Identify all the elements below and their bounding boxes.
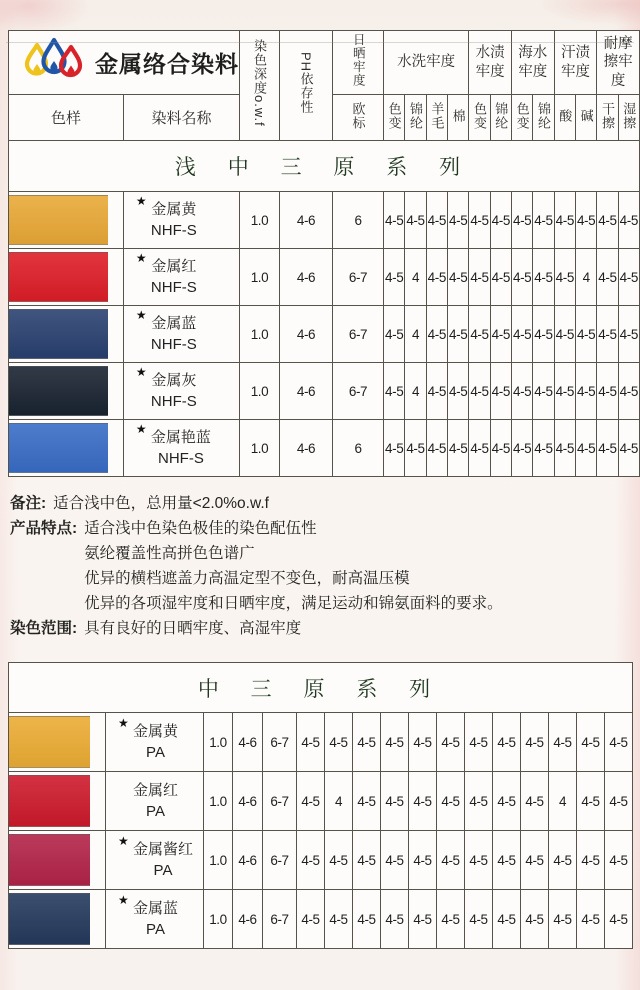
fastness-value: 4-5 bbox=[618, 363, 639, 420]
fastness-value: 1.0 bbox=[240, 306, 280, 363]
color-swatch bbox=[9, 195, 108, 245]
fastness-value: 4-5 bbox=[447, 306, 468, 363]
fastness-value: 4-5 bbox=[533, 192, 554, 249]
fastness-value: 4-5 bbox=[469, 306, 490, 363]
dye-row bbox=[9, 772, 633, 831]
fastness-value: 4-5 bbox=[384, 306, 405, 363]
color-swatch-cell bbox=[9, 363, 124, 420]
feature-line: 优异的横档遮盖力高温定型不变色，耐高温压模 bbox=[84, 570, 410, 587]
dye-name-cell bbox=[123, 420, 239, 477]
color-swatch bbox=[9, 893, 90, 945]
feature-line: 优异的各项湿牢度和日晒牢度，满足运动和锦氨面料的要求。 bbox=[84, 595, 503, 612]
dye-row bbox=[9, 713, 633, 772]
fastness-value: 4-5 bbox=[597, 363, 618, 420]
fastness-value: 6-7 bbox=[263, 713, 297, 772]
fastness-value: 4-5 bbox=[554, 420, 575, 477]
fastness-value: 4-5 bbox=[605, 890, 633, 949]
fastness-value: 6-7 bbox=[333, 249, 384, 306]
fastness-value: 4-5 bbox=[465, 772, 493, 831]
dye-name-cell bbox=[106, 890, 204, 949]
fastness-value: 4-6 bbox=[233, 831, 263, 890]
fastness-value: 4-5 bbox=[297, 890, 325, 949]
dye-suffix: NHF-S bbox=[150, 393, 197, 410]
dye-name-wrap bbox=[135, 422, 211, 469]
fastness-value: 4-6 bbox=[280, 420, 333, 477]
fastness-value: 4-5 bbox=[575, 192, 596, 249]
fastness-value: 4-5 bbox=[490, 192, 511, 249]
dye-suffix: PA bbox=[146, 803, 165, 820]
dye-name: 金属灰 bbox=[151, 372, 197, 389]
sub-eu-standard: 欧标 bbox=[333, 95, 384, 141]
dye-name-wrap bbox=[135, 194, 197, 241]
feature-line: 氨纶覆盖性高拼色色谱广 bbox=[84, 545, 255, 562]
fastness-value: 4-5 bbox=[297, 831, 325, 890]
fastness-value: 4-5 bbox=[384, 420, 405, 477]
fastness-value: 4-5 bbox=[409, 713, 437, 772]
fastness-value: 4-5 bbox=[384, 363, 405, 420]
fastness-value: 4-5 bbox=[447, 363, 468, 420]
fastness-value: 4-5 bbox=[381, 831, 409, 890]
fastness-value: 6 bbox=[333, 420, 384, 477]
note-features-label: 产品特点: bbox=[10, 520, 78, 537]
sub-wet-rub: 湿擦 bbox=[618, 95, 639, 141]
note-range-label: 染色范围: bbox=[10, 620, 78, 637]
sub-cotton: 棉 bbox=[447, 95, 468, 141]
dye-row bbox=[9, 363, 640, 420]
fastness-value: 4-5 bbox=[469, 363, 490, 420]
fastness-value: 1.0 bbox=[204, 890, 233, 949]
note-remark bbox=[10, 491, 640, 516]
dye-suffix: NHF-S bbox=[150, 222, 197, 239]
dye-row bbox=[9, 192, 640, 249]
color-swatch bbox=[9, 366, 108, 416]
dye-row bbox=[9, 249, 640, 306]
dye-suffix: NHF-S bbox=[150, 336, 197, 353]
color-swatch bbox=[9, 834, 90, 886]
fastness-value: 4-6 bbox=[233, 713, 263, 772]
fastness-value: 6 bbox=[333, 192, 384, 249]
group-waterstain: 水渍牢度 bbox=[469, 31, 512, 95]
dye-name-line bbox=[118, 893, 179, 919]
star-icon: ★ bbox=[135, 308, 147, 322]
color-swatch-cell bbox=[9, 890, 106, 949]
fastness-value: 4-5 bbox=[493, 831, 521, 890]
fastness-value: 4-5 bbox=[409, 831, 437, 890]
fastness-value: 4-5 bbox=[597, 420, 618, 477]
dye-name-cell bbox=[123, 363, 239, 420]
dye-name-cell bbox=[106, 772, 204, 831]
fastness-value: 4-5 bbox=[577, 831, 605, 890]
fastness-value: 4-5 bbox=[447, 192, 468, 249]
dye-name-line bbox=[135, 251, 197, 277]
note-features-lines bbox=[84, 516, 503, 616]
fastness-value: 4-5 bbox=[405, 420, 426, 477]
fastness-value: 4-5 bbox=[465, 831, 493, 890]
fastness-value: 4-5 bbox=[426, 363, 447, 420]
dye-name: 金属红 bbox=[151, 258, 197, 275]
brand-logo-drops-icon bbox=[17, 37, 91, 89]
fastness-value: 4-5 bbox=[409, 772, 437, 831]
fastness-value: 4-5 bbox=[490, 420, 511, 477]
fastness-value: 4-5 bbox=[325, 713, 353, 772]
fastness-value: 4 bbox=[405, 249, 426, 306]
fastness-value: 4-5 bbox=[490, 363, 511, 420]
fastness-value: 4-5 bbox=[381, 713, 409, 772]
fastness-value: 4-5 bbox=[554, 363, 575, 420]
fastness-value: 4 bbox=[325, 772, 353, 831]
fastness-value: 4-5 bbox=[437, 713, 465, 772]
fastness-value: 4-5 bbox=[353, 890, 381, 949]
note-remark-text: 适合浅中色，总用量<2.0%o.w.f bbox=[53, 495, 269, 512]
dye-name: 金属黄 bbox=[133, 723, 179, 740]
fastness-value: 4-5 bbox=[521, 831, 549, 890]
dye-name-wrap bbox=[133, 780, 178, 822]
group-lightfastness: 日晒牢度 bbox=[333, 31, 384, 95]
group-washing: 水洗牢度 bbox=[384, 31, 469, 95]
fastness-value: 4-5 bbox=[575, 306, 596, 363]
fastness-value: 6-7 bbox=[263, 890, 297, 949]
fastness-table-light-medium bbox=[8, 30, 640, 477]
sub-wool: 羊毛 bbox=[426, 95, 447, 141]
fastness-value: 4-6 bbox=[233, 772, 263, 831]
brand-cell bbox=[9, 31, 240, 95]
fastness-value: 6-7 bbox=[263, 772, 297, 831]
dye-name-line bbox=[135, 194, 197, 220]
fastness-value: 4-5 bbox=[325, 890, 353, 949]
fastness-value: 4-5 bbox=[511, 306, 532, 363]
note-remark-label: 备注: bbox=[10, 495, 47, 512]
dye-name-cell bbox=[106, 831, 204, 890]
dye-name-cell bbox=[123, 192, 239, 249]
fastness-value: 4-5 bbox=[533, 249, 554, 306]
dye-name: 金属黄 bbox=[151, 201, 197, 218]
dye-suffix: PA bbox=[146, 744, 165, 761]
fastness-value: 4-5 bbox=[490, 306, 511, 363]
fastness-value: 4-5 bbox=[618, 192, 639, 249]
notes-block bbox=[10, 491, 640, 641]
fastness-value: 4-5 bbox=[353, 713, 381, 772]
fastness-value: 4-5 bbox=[618, 306, 639, 363]
color-swatch bbox=[9, 252, 108, 302]
fastness-value: 4-5 bbox=[381, 890, 409, 949]
dye-name-wrap bbox=[118, 716, 179, 763]
dye-name-wrap bbox=[118, 834, 194, 881]
note-range-text: 具有良好的日晒牢度、高湿牢度 bbox=[84, 620, 302, 637]
dye-name: 金属酱红 bbox=[133, 841, 194, 858]
color-swatch-cell bbox=[9, 772, 106, 831]
sub-dry-rub: 干擦 bbox=[597, 95, 618, 141]
group-rubbing: 耐摩擦牢度 bbox=[597, 31, 640, 95]
fastness-value: 4-5 bbox=[493, 772, 521, 831]
fastness-value: 4 bbox=[405, 363, 426, 420]
fastness-value: 4-5 bbox=[297, 713, 325, 772]
dye-name: 金属红 bbox=[133, 782, 179, 799]
fastness-value: 4-5 bbox=[437, 831, 465, 890]
star-icon: ★ bbox=[118, 893, 129, 907]
sub-acid: 酸 bbox=[554, 95, 575, 141]
star-icon: ★ bbox=[135, 194, 147, 208]
color-swatch-cell bbox=[9, 831, 106, 890]
col-ph-header: PH依存性 bbox=[280, 31, 333, 141]
sub-color-change: 色变 bbox=[511, 95, 532, 141]
fastness-value: 4-5 bbox=[511, 363, 532, 420]
fastness-value: 4-5 bbox=[577, 890, 605, 949]
sub-color-change: 色变 bbox=[469, 95, 490, 141]
color-swatch bbox=[9, 423, 108, 473]
fastness-value: 4-5 bbox=[437, 772, 465, 831]
sub-nylon: 锦纶 bbox=[405, 95, 426, 141]
dye-name-wrap bbox=[118, 893, 179, 940]
fastness-value: 4-5 bbox=[605, 713, 633, 772]
dye-row bbox=[9, 420, 640, 477]
fastness-value: 4-5 bbox=[490, 249, 511, 306]
fastness-value: 4-5 bbox=[384, 249, 405, 306]
fastness-value: 4-5 bbox=[618, 249, 639, 306]
star-icon: ★ bbox=[118, 716, 129, 730]
dye-name-line bbox=[118, 716, 179, 742]
sub-nylon: 锦纶 bbox=[533, 95, 554, 141]
fastness-value: 4-5 bbox=[575, 363, 596, 420]
fastness-value: 4-5 bbox=[605, 831, 633, 890]
fastness-value: 4-5 bbox=[597, 192, 618, 249]
fastness-value: 4-5 bbox=[493, 890, 521, 949]
scan-edge-line bbox=[6, 42, 634, 43]
color-swatch-cell bbox=[9, 192, 124, 249]
fastness-value: 4-5 bbox=[426, 192, 447, 249]
fastness-value: 6-7 bbox=[263, 831, 297, 890]
fastness-value: 4-6 bbox=[280, 249, 333, 306]
dye-suffix: PA bbox=[153, 862, 173, 879]
fastness-value: 4-5 bbox=[577, 772, 605, 831]
fastness-value: 1.0 bbox=[204, 831, 233, 890]
dye-name-line bbox=[135, 365, 197, 391]
sub-nylon: 锦纶 bbox=[490, 95, 511, 141]
fastness-value: 4-5 bbox=[521, 772, 549, 831]
fastness-value: 4-5 bbox=[577, 713, 605, 772]
col-depth-header: 染色深度o.w.f bbox=[240, 31, 280, 141]
dye-name-wrap bbox=[135, 308, 197, 355]
fastness-value: 4-5 bbox=[409, 890, 437, 949]
fastness-value: 1.0 bbox=[204, 772, 233, 831]
fastness-value: 1.0 bbox=[240, 192, 280, 249]
star-icon: ★ bbox=[135, 365, 147, 379]
dye-suffix: PA bbox=[146, 921, 165, 938]
fastness-value: 4-5 bbox=[549, 890, 577, 949]
fastness-value: 4 bbox=[575, 249, 596, 306]
fastness-value: 4-5 bbox=[353, 831, 381, 890]
feature-line: 适合浅中色染色极佳的染色配伍性 bbox=[84, 520, 317, 537]
fastness-value: 4-5 bbox=[521, 713, 549, 772]
dye-name-line bbox=[135, 308, 197, 334]
dye-name-cell bbox=[106, 713, 204, 772]
group-perspiration: 汗渍牢度 bbox=[554, 31, 597, 95]
fastness-value: 6-7 bbox=[333, 363, 384, 420]
fastness-value: 4-5 bbox=[597, 249, 618, 306]
color-swatch bbox=[9, 716, 90, 768]
dye-suffix: NHF-S bbox=[158, 450, 204, 467]
dye-name-cell bbox=[123, 249, 239, 306]
fastness-value: 4-5 bbox=[554, 249, 575, 306]
group-seawater: 海水牢度 bbox=[511, 31, 554, 95]
dye-suffix: NHF-S bbox=[150, 279, 197, 296]
fastness-table-medium bbox=[8, 662, 633, 949]
fastness-value: 4-5 bbox=[511, 420, 532, 477]
dye-name: 金属蓝 bbox=[133, 900, 179, 917]
table-header bbox=[9, 31, 640, 141]
brand-title: 金属络合染料 bbox=[95, 51, 239, 77]
fastness-value: 4-6 bbox=[280, 306, 333, 363]
fastness-value: 4-5 bbox=[493, 713, 521, 772]
sub-color-change: 色变 bbox=[384, 95, 405, 141]
col-name-header: 染料名称 bbox=[123, 95, 239, 141]
fastness-value: 1.0 bbox=[240, 249, 280, 306]
fastness-value: 4-5 bbox=[465, 713, 493, 772]
dye-name-line bbox=[133, 780, 178, 801]
dye-name: 金属蓝 bbox=[151, 315, 197, 332]
star-icon: ★ bbox=[135, 422, 147, 436]
fastness-value: 4-5 bbox=[469, 192, 490, 249]
fastness-value: 1.0 bbox=[240, 420, 280, 477]
section-light-medium bbox=[9, 141, 640, 477]
dye-name-wrap bbox=[135, 365, 197, 412]
fastness-value: 1.0 bbox=[204, 713, 233, 772]
dye-name-line bbox=[135, 422, 211, 448]
sub-alkali: 碱 bbox=[575, 95, 596, 141]
fastness-value: 4-5 bbox=[554, 192, 575, 249]
fastness-value: 6-7 bbox=[333, 306, 384, 363]
fastness-value: 4-5 bbox=[549, 713, 577, 772]
fastness-value: 4-5 bbox=[405, 192, 426, 249]
fastness-value: 4 bbox=[549, 772, 577, 831]
dye-name-wrap bbox=[135, 251, 197, 298]
fastness-value: 4-5 bbox=[549, 831, 577, 890]
color-swatch-cell bbox=[9, 306, 124, 363]
fastness-value: 4-5 bbox=[618, 420, 639, 477]
star-icon: ★ bbox=[118, 834, 129, 848]
fastness-value: 1.0 bbox=[240, 363, 280, 420]
dye-name-cell bbox=[123, 306, 239, 363]
color-swatch bbox=[9, 775, 90, 827]
fastness-value: 4-5 bbox=[447, 420, 468, 477]
fastness-value: 4-5 bbox=[511, 249, 532, 306]
fastness-value: 4-5 bbox=[297, 772, 325, 831]
dye-row bbox=[9, 831, 633, 890]
fastness-value: 4-5 bbox=[426, 420, 447, 477]
fastness-value: 4-5 bbox=[469, 249, 490, 306]
fastness-value: 4 bbox=[405, 306, 426, 363]
note-features bbox=[10, 516, 640, 616]
section-title-bar: 中 三 原 系 列 bbox=[9, 663, 633, 713]
color-swatch-cell bbox=[9, 420, 124, 477]
catalog-page bbox=[0, 30, 640, 990]
fastness-value: 4-5 bbox=[426, 306, 447, 363]
color-swatch-cell bbox=[9, 249, 124, 306]
color-swatch bbox=[9, 309, 108, 359]
fastness-value: 4-5 bbox=[533, 363, 554, 420]
star-icon: ★ bbox=[135, 251, 147, 265]
fastness-value: 4-5 bbox=[521, 890, 549, 949]
section-title-bar: 浅 中 三 原 系 列 bbox=[9, 141, 640, 192]
fastness-value: 4-5 bbox=[511, 192, 532, 249]
note-range bbox=[10, 616, 640, 641]
dye-row bbox=[9, 890, 633, 949]
fastness-value: 4-5 bbox=[465, 890, 493, 949]
dye-name-line bbox=[118, 834, 194, 860]
fastness-value: 4-5 bbox=[426, 249, 447, 306]
fastness-value: 4-6 bbox=[280, 363, 333, 420]
fastness-value: 4-5 bbox=[533, 420, 554, 477]
fastness-value: 4-5 bbox=[597, 306, 618, 363]
color-swatch-cell bbox=[9, 713, 106, 772]
dye-row bbox=[9, 306, 640, 363]
fastness-value: 4-5 bbox=[533, 306, 554, 363]
fastness-value: 4-5 bbox=[605, 772, 633, 831]
fastness-value: 4-5 bbox=[554, 306, 575, 363]
dye-name: 金属艳蓝 bbox=[150, 429, 211, 446]
fastness-value: 4-5 bbox=[325, 831, 353, 890]
fastness-value: 4-6 bbox=[233, 890, 263, 949]
fastness-value: 4-5 bbox=[437, 890, 465, 949]
section-medium bbox=[9, 663, 633, 949]
col-sample-header: 色样 bbox=[9, 95, 124, 141]
fastness-value: 4-5 bbox=[447, 249, 468, 306]
fastness-value: 4-5 bbox=[381, 772, 409, 831]
fastness-value: 4-5 bbox=[469, 420, 490, 477]
fastness-value: 4-5 bbox=[384, 192, 405, 249]
fastness-value: 4-5 bbox=[575, 420, 596, 477]
fastness-value: 4-5 bbox=[353, 772, 381, 831]
fastness-value: 4-6 bbox=[280, 192, 333, 249]
